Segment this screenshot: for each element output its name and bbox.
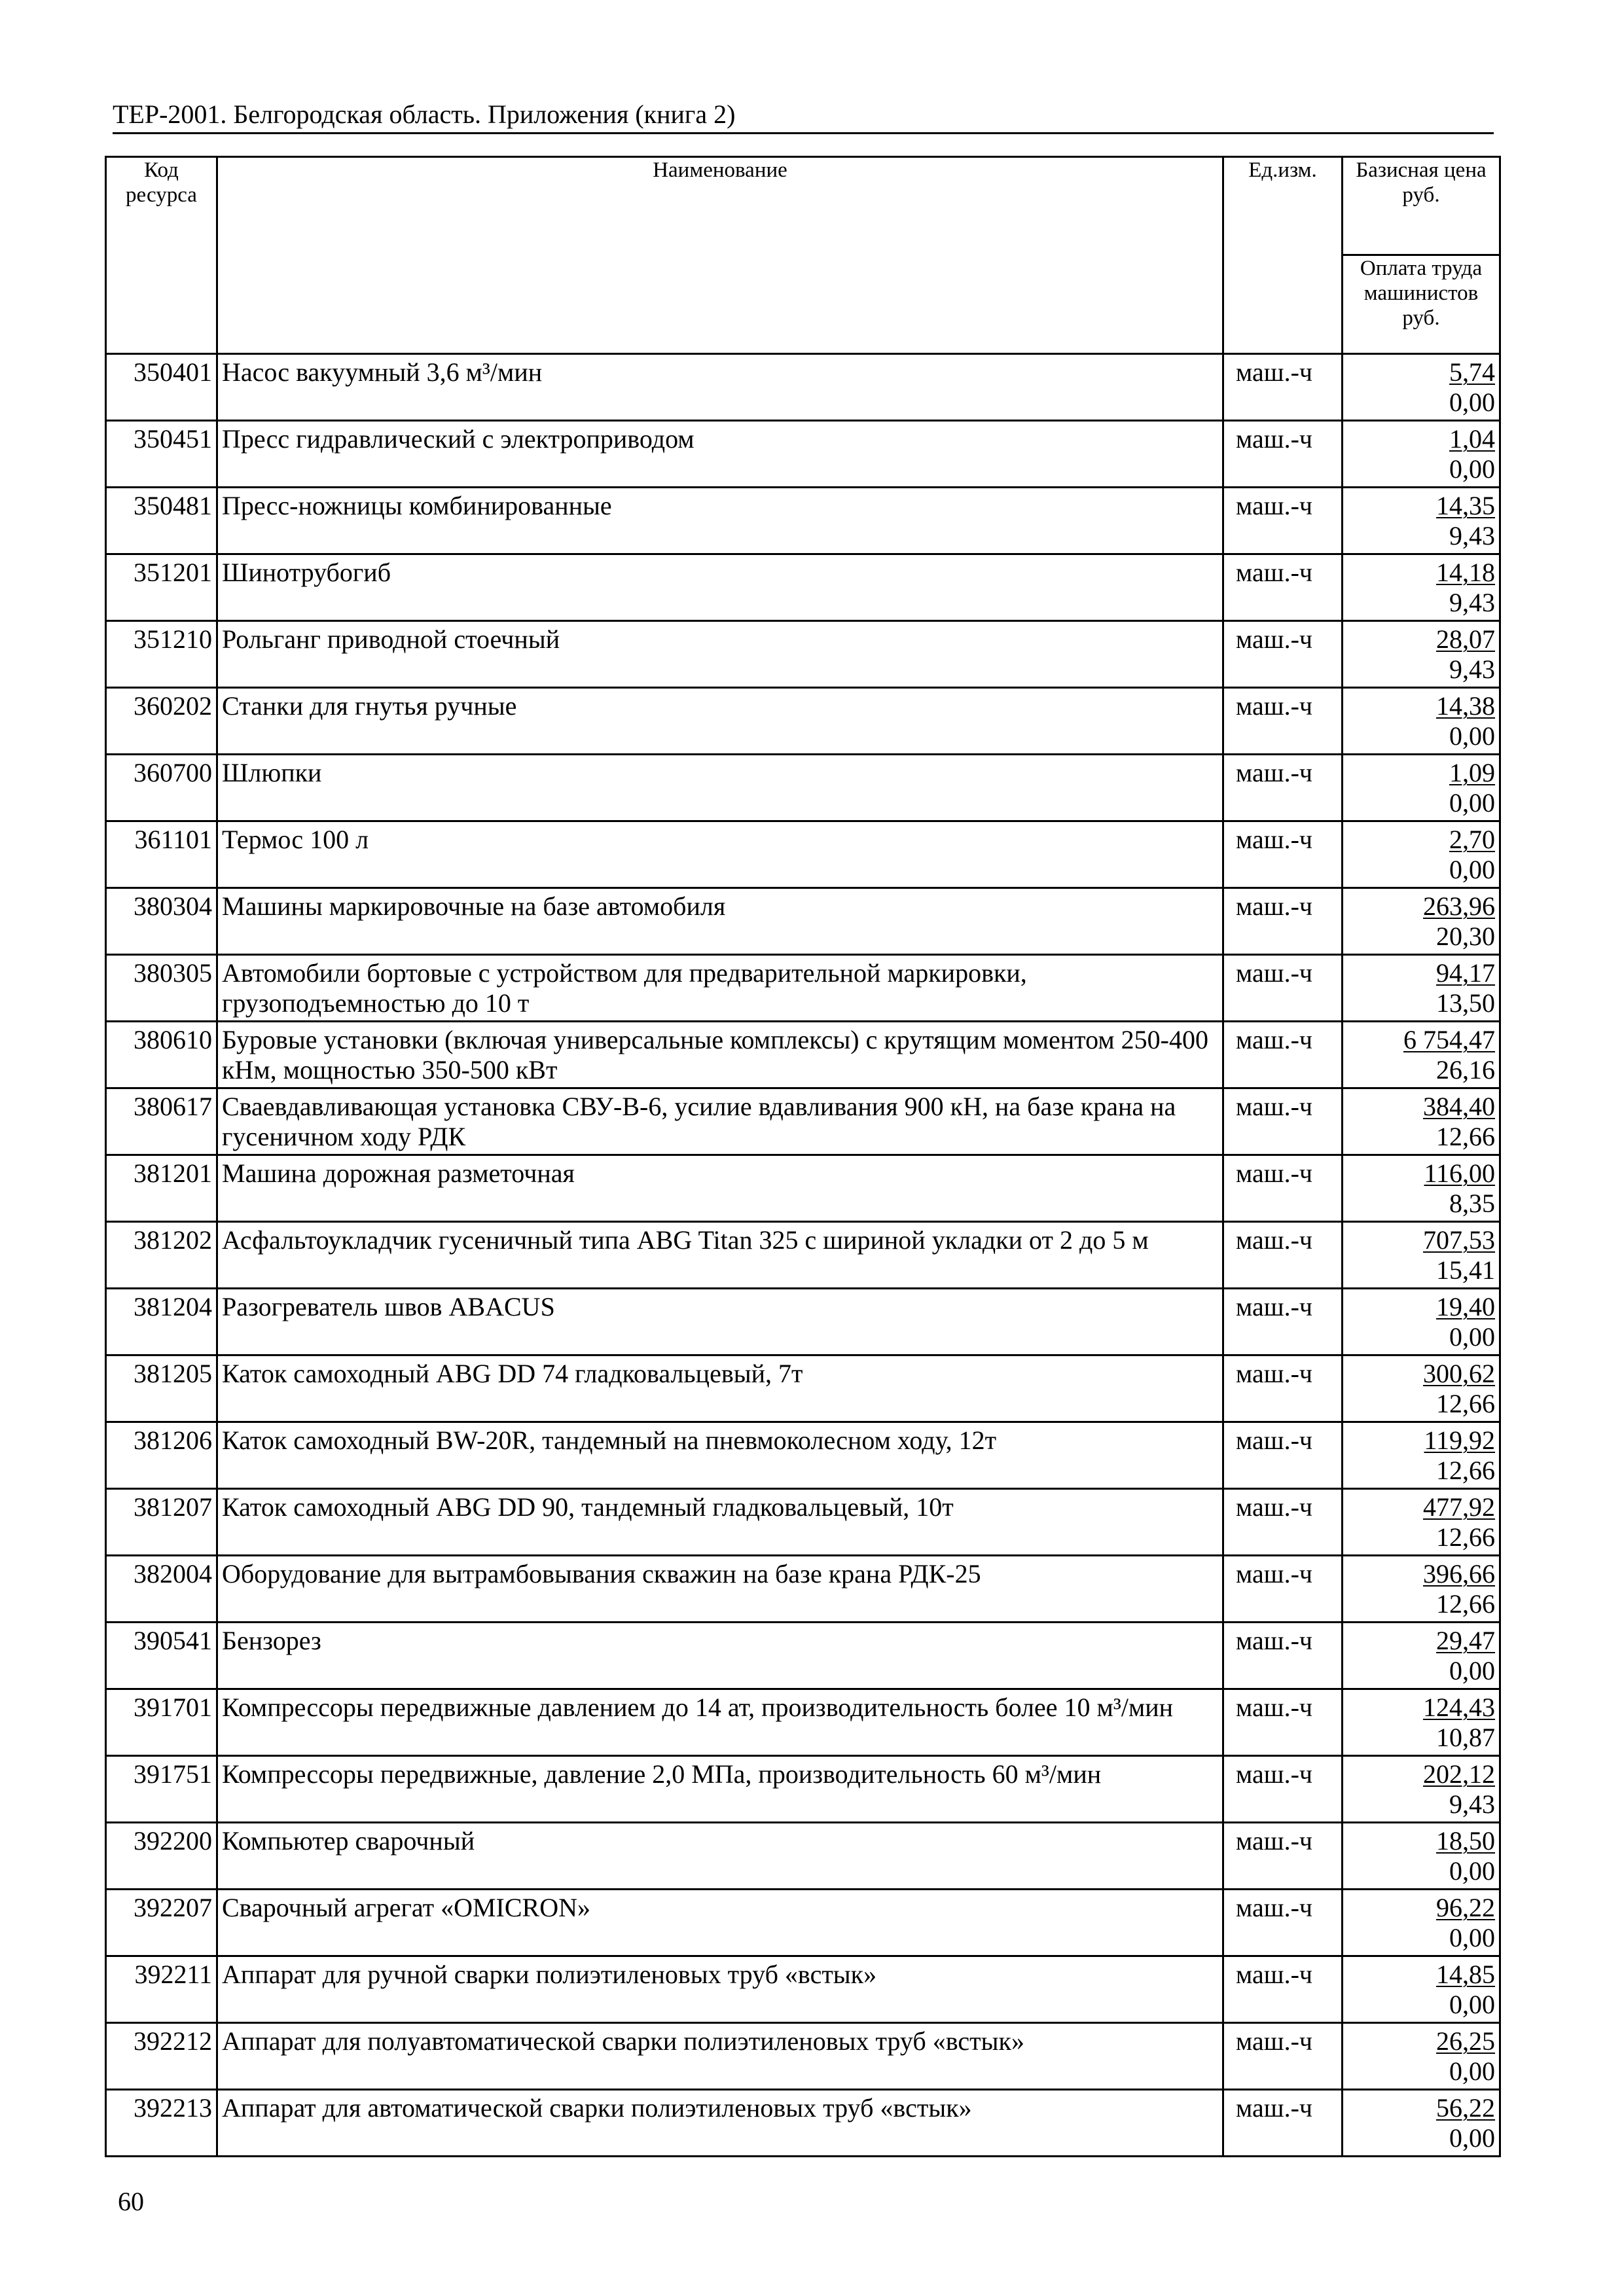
resource-code: 361101 xyxy=(106,821,217,888)
operator-wage: 12,66 xyxy=(1436,1456,1495,1485)
resource-name: Рольганг приводной стоечный xyxy=(217,621,1223,688)
resource-code: 350401 xyxy=(106,354,217,421)
table-row xyxy=(106,1289,1500,1355)
table-row xyxy=(106,1489,1500,1556)
resource-code: 381207 xyxy=(106,1489,217,1556)
resource-unit: маш.-ч xyxy=(1223,888,1343,955)
table-row xyxy=(106,1756,1500,1823)
base-price: 28,07 xyxy=(1436,624,1495,654)
resource-name: Оборудование для вытрамбовывания скважин на базе крана РДК-25 xyxy=(217,1556,1223,1623)
resource-price-cell xyxy=(1343,688,1500,755)
table-row xyxy=(106,621,1500,688)
resource-code: 360202 xyxy=(106,688,217,755)
operator-wage: 0,00 xyxy=(1449,1656,1495,1685)
resource-name: Сваевдавливающая установка СВУ-В-6, усилие вдавливания 900 кН, на базе крана на гусеничном ходу РДК xyxy=(217,1088,1223,1155)
operator-wage: 0,00 xyxy=(1449,454,1495,484)
resource-code: 350481 xyxy=(106,488,217,554)
resource-name: Бензорез xyxy=(217,1623,1223,1689)
resource-code: 390541 xyxy=(106,1623,217,1689)
base-price: 26,25 xyxy=(1436,2026,1495,2056)
resource-price-cell xyxy=(1343,1355,1500,1422)
operator-wage: 26,16 xyxy=(1436,1055,1495,1085)
base-price: 96,22 xyxy=(1436,1893,1495,1922)
resource-code: 380617 xyxy=(106,1088,217,1155)
resource-name: Асфальтоукладчик гусеничный типа ABG Titan 325 с шириной укладки от 2 до 5 м xyxy=(217,1222,1223,1289)
column-header-name: Наименование xyxy=(217,157,1223,354)
resource-code: 381201 xyxy=(106,1155,217,1222)
resource-code: 380304 xyxy=(106,888,217,955)
table-row xyxy=(106,1956,1500,2023)
resource-unit: маш.-ч xyxy=(1223,421,1343,488)
resource-unit: маш.-ч xyxy=(1223,755,1343,821)
resource-price-cell xyxy=(1343,2023,1500,2090)
operator-wage: 9,43 xyxy=(1449,521,1495,550)
table-row xyxy=(106,1222,1500,1289)
resource-unit: маш.-ч xyxy=(1223,688,1343,755)
operator-wage: 15,41 xyxy=(1436,1255,1495,1285)
resource-code: 351201 xyxy=(106,554,217,621)
table-row xyxy=(106,2023,1500,2090)
resource-unit: маш.-ч xyxy=(1223,1088,1343,1155)
operator-wage: 0,00 xyxy=(1449,2123,1495,2153)
resource-code: 391751 xyxy=(106,1756,217,1823)
table-row xyxy=(106,1890,1500,1956)
resource-unit: маш.-ч xyxy=(1223,1623,1343,1689)
resource-price-cell xyxy=(1343,1956,1500,2023)
resource-price-cell xyxy=(1343,1823,1500,1890)
resource-name: Сварочный агрегат «OMICRON» xyxy=(217,1890,1223,1956)
resource-price-cell xyxy=(1343,1689,1500,1756)
base-price: 396,66 xyxy=(1423,1559,1495,1588)
resource-name: Разогреватель швов ABACUS xyxy=(217,1289,1223,1355)
resource-unit: маш.-ч xyxy=(1223,1022,1343,1088)
resource-name: Пресс гидравлический с электроприводом xyxy=(217,421,1223,488)
operator-wage: 13,50 xyxy=(1436,988,1495,1018)
operator-wage: 0,00 xyxy=(1449,855,1495,884)
base-price: 6 754,47 xyxy=(1403,1025,1495,1054)
resource-name: Буровые установки (включая универсальные комплексы) с крутящим моментом 250-400 кНм, мощностью 350-500 кВт xyxy=(217,1022,1223,1088)
table-row xyxy=(106,1556,1500,1623)
resource-name: Аппарат для полуавтоматической сварки полиэтиленовых труб «встык» xyxy=(217,2023,1223,2090)
resource-code: 360700 xyxy=(106,755,217,821)
resource-price-cell xyxy=(1343,755,1500,821)
resource-unit: маш.-ч xyxy=(1223,1823,1343,1890)
resource-code: 391701 xyxy=(106,1689,217,1756)
base-price: 124,43 xyxy=(1423,1693,1495,1722)
resource-price-cell xyxy=(1343,888,1500,955)
table-header-row xyxy=(106,157,1500,255)
resource-unit: маш.-ч xyxy=(1223,1422,1343,1489)
column-header-base-price: Базисная цена руб. xyxy=(1343,157,1500,255)
operator-wage: 0,00 xyxy=(1449,788,1495,817)
operator-wage: 0,00 xyxy=(1449,1990,1495,2019)
resource-unit: маш.-ч xyxy=(1223,1756,1343,1823)
table-row xyxy=(106,1355,1500,1422)
table-row xyxy=(106,554,1500,621)
resource-name: Шлюпки xyxy=(217,755,1223,821)
resource-name: Каток самоходный ABG DD 90, тандемный гладковальцевый, 10т xyxy=(217,1489,1223,1556)
resource-unit: маш.-ч xyxy=(1223,2023,1343,2090)
operator-wage: 9,43 xyxy=(1449,655,1495,684)
table-row xyxy=(106,2090,1500,2157)
resource-name: Автомобили бортовые с устройством для предварительной маркировки, грузоподъемностью до 10 т xyxy=(217,955,1223,1022)
resource-code: 380610 xyxy=(106,1022,217,1088)
table-row xyxy=(106,1689,1500,1756)
resource-price-cell xyxy=(1343,421,1500,488)
resource-unit: маш.-ч xyxy=(1223,1222,1343,1289)
resource-price-cell xyxy=(1343,621,1500,688)
page-number: 60 xyxy=(118,2187,144,2216)
operator-wage: 0,00 xyxy=(1449,721,1495,751)
operator-wage: 12,66 xyxy=(1436,1589,1495,1619)
resource-code: 392212 xyxy=(106,2023,217,2090)
resource-name: Машина дорожная разметочная xyxy=(217,1155,1223,1222)
resource-unit: маш.-ч xyxy=(1223,1890,1343,1956)
base-price: 1,04 xyxy=(1449,424,1495,454)
resource-price-cell xyxy=(1343,1756,1500,1823)
resource-name: Каток самоходный BW-20R, тандемный на пневмоколесном ходу, 12т xyxy=(217,1422,1223,1489)
resource-price-cell xyxy=(1343,1556,1500,1623)
resource-code: 381202 xyxy=(106,1222,217,1289)
resource-price-cell xyxy=(1343,1422,1500,1489)
resource-price-cell xyxy=(1343,955,1500,1022)
resource-unit: маш.-ч xyxy=(1223,1155,1343,1222)
base-price: 119,92 xyxy=(1424,1426,1495,1455)
table-row xyxy=(106,1422,1500,1489)
table-row xyxy=(106,354,1500,421)
base-price: 2,70 xyxy=(1449,825,1495,854)
table-body xyxy=(106,354,1500,2157)
base-price: 384,40 xyxy=(1423,1092,1495,1121)
base-price: 94,17 xyxy=(1436,958,1495,988)
resource-code: 392211 xyxy=(106,1956,217,2023)
table-row xyxy=(106,488,1500,554)
resource-code: 392200 xyxy=(106,1823,217,1890)
resource-name: Машины маркировочные на базе автомобиля xyxy=(217,888,1223,955)
operator-wage: 9,43 xyxy=(1449,1789,1495,1819)
resource-code: 381206 xyxy=(106,1422,217,1489)
base-price: 29,47 xyxy=(1436,1626,1495,1655)
base-price: 5,74 xyxy=(1449,357,1495,387)
table-row xyxy=(106,955,1500,1022)
base-price: 477,92 xyxy=(1423,1492,1495,1522)
operator-wage: 12,66 xyxy=(1436,1389,1495,1418)
base-price: 707,53 xyxy=(1423,1225,1495,1255)
table-row xyxy=(106,821,1500,888)
resource-code: 381205 xyxy=(106,1355,217,1422)
resource-unit: маш.-ч xyxy=(1223,1689,1343,1756)
resource-price-cell xyxy=(1343,821,1500,888)
table-row xyxy=(106,888,1500,955)
table-row xyxy=(106,688,1500,755)
resource-name: Компрессоры передвижные, давление 2,0 МПа, производительность 60 м³/мин xyxy=(217,1756,1223,1823)
operator-wage: 12,66 xyxy=(1436,1122,1495,1151)
operator-wage: 0,00 xyxy=(1449,2056,1495,2086)
resource-name: Станки для гнутья ручные xyxy=(217,688,1223,755)
resource-code: 392213 xyxy=(106,2090,217,2157)
resource-unit: маш.-ч xyxy=(1223,621,1343,688)
resource-name: Термос 100 л xyxy=(217,821,1223,888)
table-row xyxy=(106,1022,1500,1088)
table-row xyxy=(106,421,1500,488)
base-price: 19,40 xyxy=(1436,1292,1495,1321)
table-row xyxy=(106,1623,1500,1689)
column-header-unit: Ед.изм. xyxy=(1223,157,1343,354)
resource-price-cell xyxy=(1343,1489,1500,1556)
resource-price-cell xyxy=(1343,1022,1500,1088)
base-price: 14,18 xyxy=(1436,558,1495,587)
column-header-operator-wage: Оплата труда машинистов руб. xyxy=(1343,255,1500,354)
resource-unit: маш.-ч xyxy=(1223,354,1343,421)
resource-unit: маш.-ч xyxy=(1223,488,1343,554)
resource-code: 392207 xyxy=(106,1890,217,1956)
resource-name: Пресс-ножницы комбинированные xyxy=(217,488,1223,554)
resource-code: 381204 xyxy=(106,1289,217,1355)
resource-unit: маш.-ч xyxy=(1223,1355,1343,1422)
operator-wage: 8,35 xyxy=(1449,1189,1495,1218)
resource-unit: маш.-ч xyxy=(1223,955,1343,1022)
operator-wage: 12,66 xyxy=(1436,1522,1495,1552)
table-row xyxy=(106,1088,1500,1155)
page-header xyxy=(113,98,1494,134)
resource-code: 382004 xyxy=(106,1556,217,1623)
base-price: 14,35 xyxy=(1436,491,1495,520)
base-price: 56,22 xyxy=(1436,2093,1495,2123)
base-price: 263,96 xyxy=(1423,891,1495,921)
resource-name: Аппарат для автоматической сварки полиэтиленовых труб «встык» xyxy=(217,2090,1223,2157)
resource-name: Аппарат для ручной сварки полиэтиленовых труб «встык» xyxy=(217,1956,1223,2023)
operator-wage: 0,00 xyxy=(1449,1856,1495,1886)
base-price: 18,50 xyxy=(1436,1826,1495,1856)
resource-name: Шинотрубогиб xyxy=(217,554,1223,621)
resource-unit: маш.-ч xyxy=(1223,2090,1343,2157)
operator-wage: 0,00 xyxy=(1449,1322,1495,1352)
resource-unit: маш.-ч xyxy=(1223,1289,1343,1355)
resource-price-cell xyxy=(1343,1155,1500,1222)
operator-wage: 0,00 xyxy=(1449,1923,1495,1952)
resource-price-cell xyxy=(1343,554,1500,621)
table-row xyxy=(106,755,1500,821)
resource-unit: маш.-ч xyxy=(1223,1956,1343,2023)
resource-code: 351210 xyxy=(106,621,217,688)
base-price: 1,09 xyxy=(1449,758,1495,787)
document-title: ТЕР-2001. Белгородская область. Приложения (книга 2) xyxy=(113,99,736,129)
resource-name: Насос вакуумный 3,6 м³/мин xyxy=(217,354,1223,421)
resource-name: Каток самоходный ABG DD 74 гладковальцевый, 7т xyxy=(217,1355,1223,1422)
resource-name: Компрессоры передвижные давлением до 14 ат, производительность более 10 м³/мин xyxy=(217,1689,1223,1756)
resource-price-cell xyxy=(1343,488,1500,554)
base-price: 14,38 xyxy=(1436,691,1495,721)
base-price: 300,62 xyxy=(1423,1359,1495,1388)
operator-wage: 9,43 xyxy=(1449,588,1495,617)
operator-wage: 0,00 xyxy=(1449,387,1495,417)
resource-unit: маш.-ч xyxy=(1223,1489,1343,1556)
base-price: 14,85 xyxy=(1436,1960,1495,1989)
resource-price-cell xyxy=(1343,2090,1500,2157)
table-row xyxy=(106,1823,1500,1890)
base-price: 202,12 xyxy=(1423,1759,1495,1789)
resource-price-cell xyxy=(1343,1088,1500,1155)
resources-table xyxy=(105,156,1501,2157)
resource-code: 350451 xyxy=(106,421,217,488)
resource-unit: маш.-ч xyxy=(1223,554,1343,621)
operator-wage: 10,87 xyxy=(1436,1723,1495,1752)
resource-name: Компьютер сварочный xyxy=(217,1823,1223,1890)
operator-wage: 20,30 xyxy=(1436,922,1495,951)
resource-unit: маш.-ч xyxy=(1223,1556,1343,1623)
table-row xyxy=(106,1155,1500,1222)
resource-price-cell xyxy=(1343,1890,1500,1956)
resource-price-cell xyxy=(1343,354,1500,421)
resource-code: 380305 xyxy=(106,955,217,1022)
base-price: 116,00 xyxy=(1424,1158,1495,1188)
resource-unit: маш.-ч xyxy=(1223,821,1343,888)
resource-price-cell xyxy=(1343,1289,1500,1355)
resource-price-cell xyxy=(1343,1222,1500,1289)
column-header-code: Код ресурса xyxy=(106,157,217,354)
resource-price-cell xyxy=(1343,1623,1500,1689)
